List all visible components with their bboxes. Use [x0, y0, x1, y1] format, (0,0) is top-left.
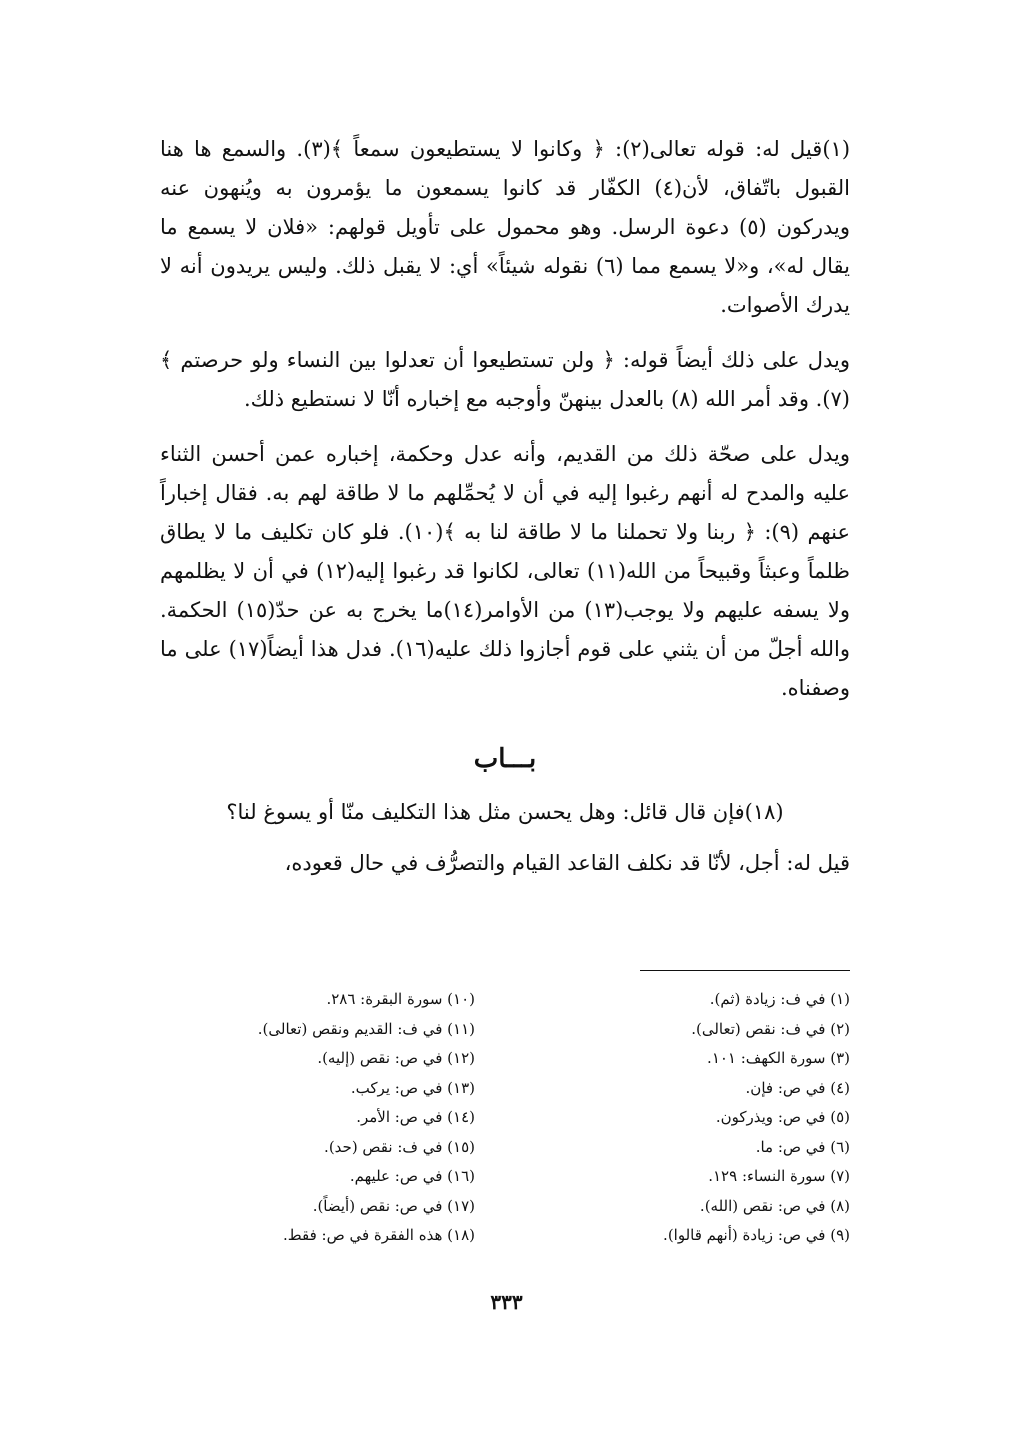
footnote-item: (٦) في ص: ما. — [755, 1137, 850, 1156]
footnote-item: (٨) في ص: نقص (الله). — [699, 1196, 850, 1215]
main-text — [160, 130, 850, 899]
footnote-divider — [640, 970, 850, 971]
question-line: (١٨)فإن قال قائل: وهل يحسن مثل هذا التكليف منّا أو يسوغ لنا؟ — [226, 800, 784, 824]
footnotes-left-column — [160, 985, 475, 1251]
answer-line: قيل له: أجل، لأنّا قد نكلف القاعد القيام والتصرُّف في حال قعوده، — [284, 851, 850, 875]
footnote-item: (١٦) في ص: عليهم. — [349, 1167, 475, 1185]
footnotes — [160, 985, 850, 1251]
section-heading: بـــاب — [473, 744, 537, 774]
footnote-item: (٧) سورة النساء: ١٢٩. — [708, 1167, 850, 1185]
footnote-item: (١٤) في ص: الأمر. — [356, 1108, 475, 1126]
footnote-item: (١٧) في ص: نقص (أيضاً). — [312, 1196, 475, 1215]
footnote-item: (١٢) في ص: نقص (إليه). — [317, 1049, 475, 1067]
footnote-item: (٩) في ص: زيادة (أنهم قالوا). — [663, 1226, 850, 1244]
paragraph-2: ويدل على ذلك أيضاً قوله: ﴿ ولن تستطيعوا أن تعدلوا بين النساء ولو حرصتم ﴾ (٧). وقد أمر الله (٨) بالعدل بينهنّ وأوجبه مع إخباره أنّا لا نستطيع ذلك. — [160, 348, 850, 411]
footnote-item: (١٥) في ف: نقص (حد). — [324, 1137, 475, 1156]
paragraph-1: (١)قيل له: قوله تعالى(٢): ﴿ وكانوا لا يستطيعون سمعاً ﴾(٣). والسمع ها هنا القبول باتّفاق، لأن(٤) الكفّار قد كانوا يسمعون ما يؤمرون به ويُنهون عنه ويدركون (٥) دعوة الرسل. وهو محمول على تأويل قولهم: «فلان لا يسمع ما يقال له»، و«لا يسمع مما (٦) نقوله شيئاً» أي: لا يقبل ذلك. وليس يريدون أنه لا يدرك الأصوات. — [160, 137, 851, 317]
footnote-item: (٣) سورة الكهف: ١٠١. — [707, 1049, 850, 1067]
footnote-item: (١٣) في ص: يركب. — [350, 1078, 475, 1097]
footnote-item: (٥) في ص: ويذركون. — [715, 1108, 850, 1126]
footnote-item: (٢) في ف: نقص (تعالى). — [691, 1019, 850, 1038]
footnote-item: (٤) في ص: فإن. — [745, 1078, 850, 1097]
footnote-item: (١١) في ف: القديم ونقص (تعالى). — [257, 1019, 475, 1038]
footnote-item: (١) في ف: زيادة (ثم). — [709, 990, 850, 1008]
footnotes-right-column — [535, 985, 850, 1251]
page-number: ٣٣٣ — [490, 1290, 523, 1314]
footnote-item: (١٨) هذه الفقرة في ص: فقط. — [283, 1226, 475, 1244]
paragraph-3: ويدل على صحّة ذلك من القديم، وأنه عدل وحكمة، إخباره عمن أحسن الثناء عليه والمدح له أنهم رغبوا إليه في أن لا يُحمِّلهم ما لا طاقة لهم به. فقال إخباراً عنهم (٩): ﴿ ربنا ولا تحملنا ما لا طاقة لنا به ﴾(١٠). فلو كان تكليف ما لا يطاق ظلماً وعبثاً وقبيحاً من الله(١١) تعالى، لكانوا قد رغبوا إليه(١٢) في أن لا يظلمهم ولا يسفه عليهم ولا يوجب(١٣) من الأوامر(١٤)ما يخرج به عن حدّ(١٥) الحكمة. والله أجلّ من أن يثني على قوم أجازوا ذلك عليه(١٦). فدل هذا أيضاً(١٧) على ما وصفناه. — [160, 442, 850, 700]
footnote-item: (١٠) سورة البقرة: ٢٨٦. — [326, 990, 475, 1008]
